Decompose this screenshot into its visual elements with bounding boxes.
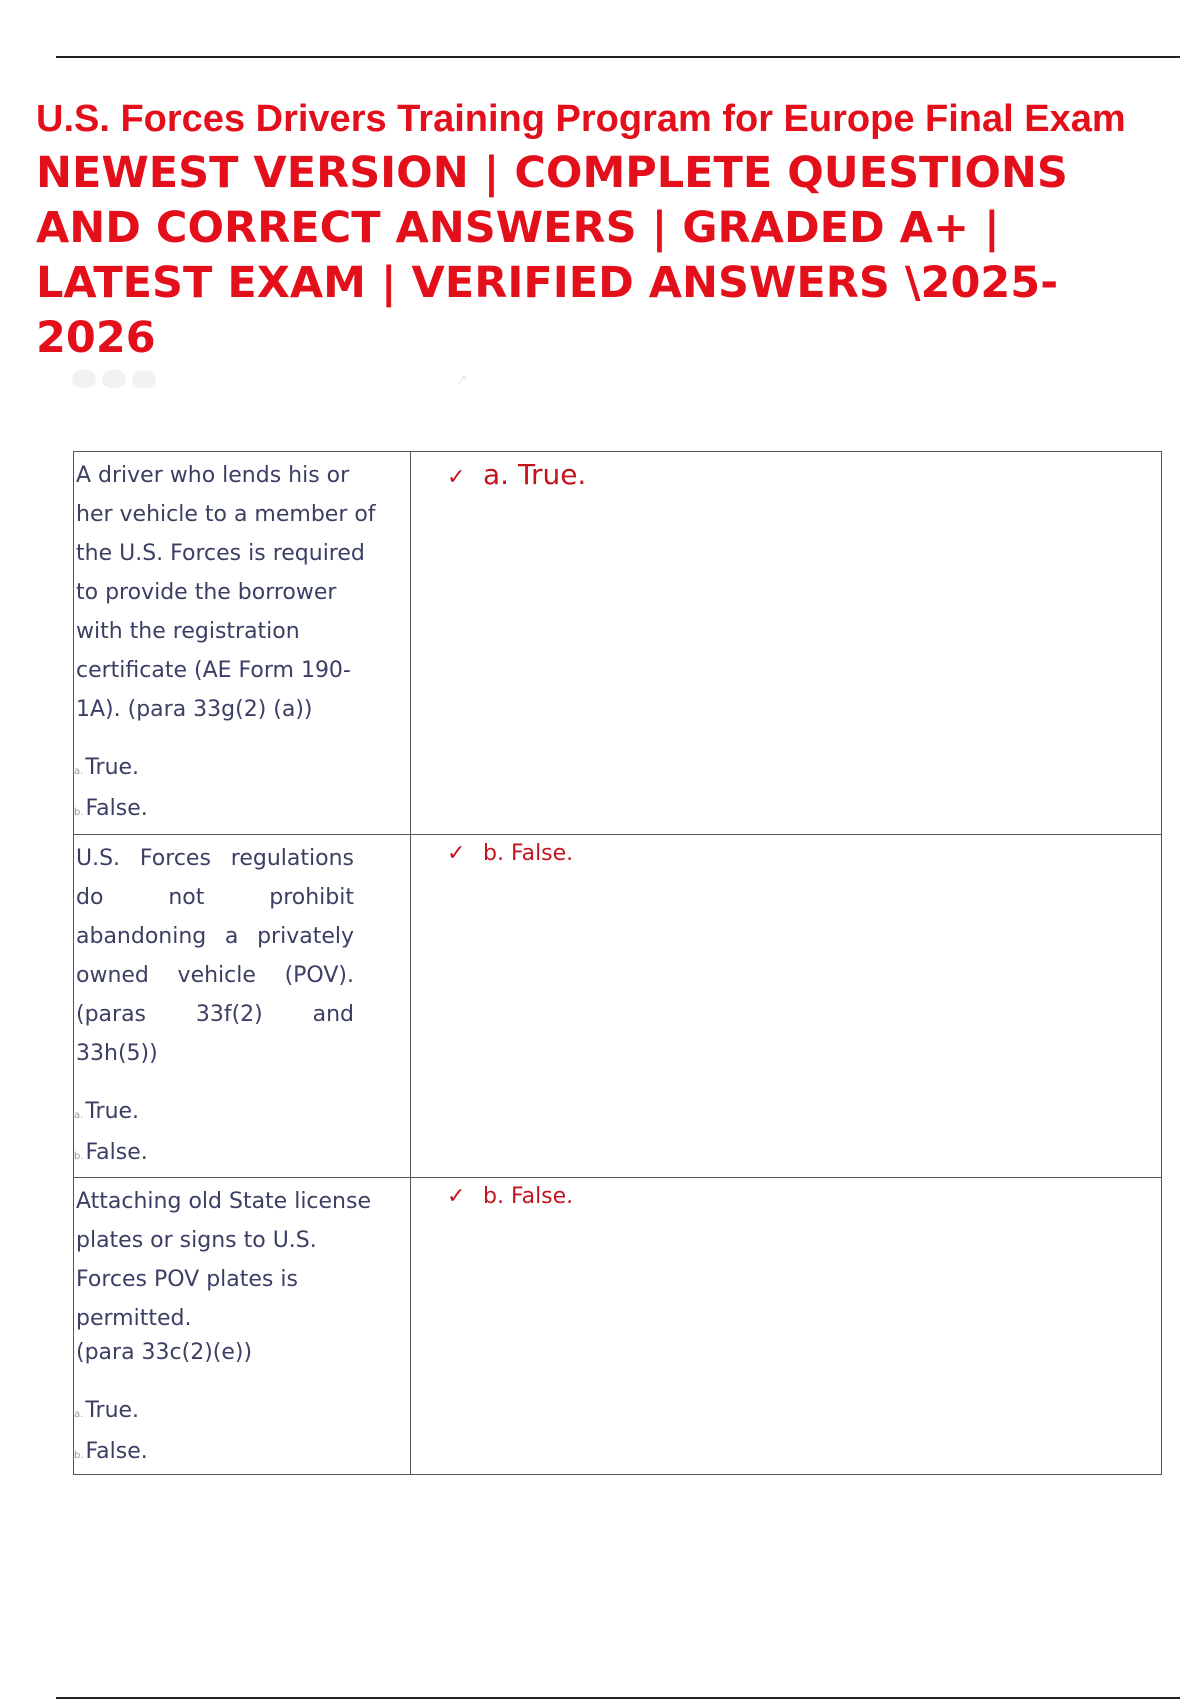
question-cell bbox=[74, 452, 411, 835]
document-subtitle: NEWEST VERSION | COMPLETE QUESTIONS AND CORRECT ANSWERS | GRADED A+ | LATEST EXAM | VERIFIED ANSWERS \2025-2026 bbox=[36, 148, 1068, 363]
answer-row bbox=[411, 1178, 1161, 1209]
option-item bbox=[74, 1134, 410, 1175]
option-label: False. bbox=[85, 1439, 148, 1464]
option-marker: b. bbox=[74, 807, 84, 818]
option-list bbox=[74, 749, 410, 831]
table-row bbox=[74, 1178, 1162, 1475]
answer-text: b. False. bbox=[483, 841, 574, 866]
option-label: True. bbox=[85, 1398, 140, 1423]
question-text: A driver who lends his or her vehicle to a member of the U.S. Forces is required to provide the borrower with the registration certificate (AE Form 190-1A). (para 33g(2) (a)) bbox=[76, 463, 376, 722]
document-title: U.S. Forces Drivers Training Program for Europe Final Exam bbox=[36, 98, 1126, 140]
faint-toolbar-artifact bbox=[72, 370, 156, 388]
top-rule bbox=[56, 56, 1180, 58]
question-answer-table bbox=[73, 451, 1162, 1475]
question-cell bbox=[74, 835, 411, 1178]
option-marker: a. bbox=[74, 766, 84, 777]
option-item bbox=[74, 1433, 410, 1474]
option-item bbox=[74, 1093, 410, 1134]
option-label: True. bbox=[85, 1099, 140, 1124]
option-item bbox=[74, 790, 410, 831]
option-label: False. bbox=[85, 1140, 148, 1165]
question-cell bbox=[74, 1178, 411, 1475]
table-row bbox=[74, 835, 1162, 1178]
option-item bbox=[74, 1392, 410, 1433]
answer-cell bbox=[411, 452, 1162, 835]
checkmark-icon: ✓ bbox=[447, 1184, 466, 1209]
option-item bbox=[74, 749, 410, 790]
answer-row bbox=[411, 835, 1161, 866]
checkmark-icon: ✓ bbox=[447, 465, 466, 490]
answer-text: a. True. bbox=[483, 458, 587, 491]
question-reference: (para 33c(2)(e)) bbox=[76, 1340, 253, 1365]
option-marker: a. bbox=[74, 1409, 84, 1420]
option-marker: b. bbox=[74, 1450, 84, 1461]
bottom-rule bbox=[56, 1697, 1180, 1699]
option-marker: a. bbox=[74, 1110, 84, 1121]
checkmark-icon: ✓ bbox=[447, 841, 466, 866]
option-marker: b. bbox=[74, 1151, 84, 1162]
option-list bbox=[74, 1093, 410, 1175]
option-label: True. bbox=[85, 755, 140, 780]
question-text: Attaching old State license plates or signs to U.S. Forces POV plates is permitted. bbox=[76, 1189, 372, 1331]
option-label: False. bbox=[85, 796, 148, 821]
answer-cell bbox=[411, 835, 1162, 1178]
question-text: U.S. Forces regulations do not prohibit abandoning a privately owned vehicle (POV). (paras 33f(2) and 33h(5)) bbox=[76, 846, 354, 1066]
answer-text: b. False. bbox=[483, 1184, 574, 1209]
faint-cursor-icon: ↗ bbox=[456, 372, 468, 388]
table-row bbox=[74, 452, 1162, 835]
option-list bbox=[74, 1392, 410, 1474]
answer-row bbox=[411, 452, 1161, 491]
answer-cell bbox=[411, 1178, 1162, 1475]
